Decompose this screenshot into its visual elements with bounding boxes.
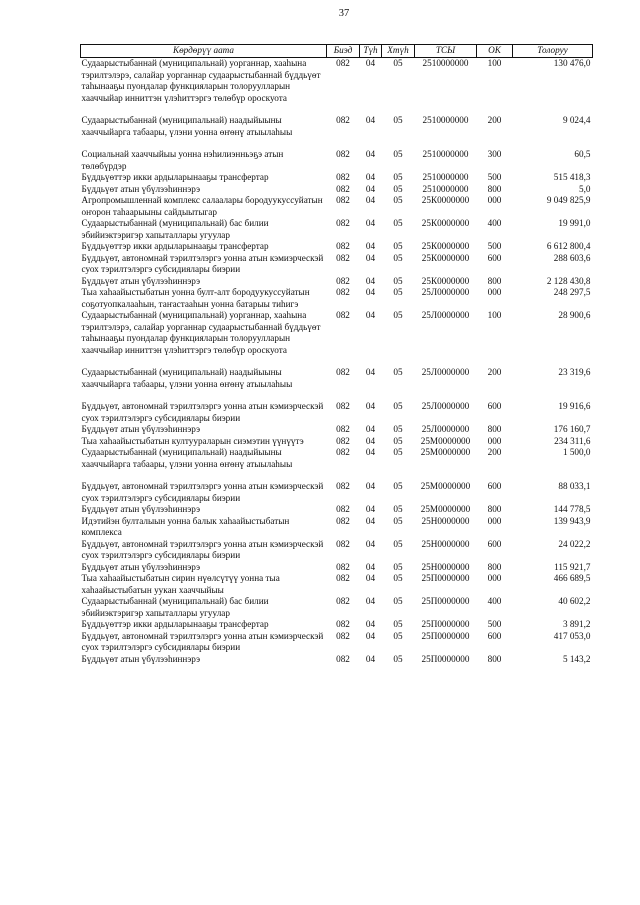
row-target-article: 25П0000000: [421, 573, 470, 583]
row-execution-sum: 144 778,5: [553, 504, 591, 514]
row-target-article: 25Н0000000: [421, 515, 470, 526]
row-name: Бүддьүөт атын үбүлээһиннэрэ: [81, 653, 201, 664]
row-target-article: 25Л0000000: [421, 401, 470, 411]
row-expense-type: 600: [487, 252, 502, 263]
row-expense-type: 000: [487, 515, 502, 526]
row-target-article: 25Н0000000: [421, 561, 470, 572]
row-subsection: 05: [393, 195, 403, 205]
row-section: 04: [365, 619, 376, 629]
row-subsection: 05: [393, 367, 403, 377]
row-section: 04: [365, 172, 376, 182]
header-ved: Биэд: [327, 45, 360, 58]
row-ved: 082: [336, 653, 350, 664]
row-expense-type: 000: [487, 435, 502, 446]
row-execution-sum: 23 319,6: [558, 367, 591, 377]
row-subsection: 05: [393, 596, 403, 606]
row-subsection: 05: [393, 538, 403, 549]
table-row: [81, 218, 593, 241]
row-section: 04: [365, 538, 376, 549]
row-expense-type: 800: [487, 653, 502, 664]
row-subsection: 05: [393, 115, 403, 125]
table-row: [81, 573, 593, 596]
row-section: 04: [365, 561, 376, 572]
row-expense-type: 000: [487, 287, 502, 297]
row-target-article: 25М0000000: [420, 447, 471, 457]
row-name: Бүддьүөт, автономнай тэрилтэлэргэ уонна атын кэмиэрческэй суох тэрилтэлэргэ субсидиялары биэрии: [81, 252, 324, 274]
row-name: Судаарыстыбаннай (муниципальнай) наадыйыыны хааччыйарга табаары, үлэни уонна өҥөнү атыылаһыы: [81, 447, 293, 469]
row-execution-sum: 88 033,1: [558, 481, 591, 491]
row-subsection: 05: [393, 573, 403, 583]
row-expense-type: 600: [487, 630, 502, 641]
row-section: 04: [365, 504, 376, 514]
row-name: Бүддьүөттэр икки ардыларынааҕы трансфертар: [81, 172, 269, 182]
table-header-row: [81, 45, 593, 58]
row-name: Агропромышленнай комплекс салаалары бородуукуссуйатын оҥорон таһаарыыны сайдыытыгар: [81, 195, 323, 217]
row-subsection: 05: [393, 241, 403, 251]
row-expense-type: 100: [487, 58, 502, 68]
row-subsection: 05: [393, 252, 403, 263]
row-execution-sum: 115 921,7: [554, 561, 591, 572]
row-execution-sum: 248 297,5: [553, 287, 591, 297]
row-name: Тыа хаһаайыстыбатын култуураларын сиэмэтин үүнүүтэ: [81, 435, 304, 446]
row-name: Бүддьүөт, автономнай тэрилтэлэргэ уонна атын кэмиэрческэй суох тэрилтэлэргэ субсидиялары биэрии: [81, 538, 324, 560]
row-name: Судаарыстыбаннай (муниципальнай) уорганнар, хааһына тэрилтэлэрэ, салайар уорганнар судаарыстыбаннай бүддьүөт таһынааҕы пуондалар функцияларын толоруулларын хааччыйар инниттэн үлэһиттэргэ төлөбүр ороскуота: [81, 58, 321, 103]
row-section: 04: [365, 183, 376, 194]
row-expense-type: 300: [487, 149, 502, 159]
row-name: Бүддьүөттэр икки ардыларынааҕы трансфертар: [81, 241, 269, 251]
table-row: [81, 481, 593, 504]
row-execution-sum: 6 612 800,4: [546, 241, 591, 251]
row-execution-sum: 130 476,0: [553, 58, 591, 68]
row-section: 04: [365, 252, 376, 263]
row-target-article: 25Л0000000: [421, 424, 470, 434]
row-name: Бүддьүөт, автономнай тэрилтэлэргэ уонна атын кэмиэрческэй суох тэрилтэлэргэ субсидиялары биэрии: [81, 481, 324, 503]
row-target-article: 25К0000000: [421, 195, 470, 205]
row-target-article: 2510000000: [422, 149, 469, 159]
row-ved: 082: [336, 275, 350, 286]
row-ved: 082: [336, 195, 350, 205]
row-section: 04: [365, 218, 376, 228]
row-execution-sum: 5,0: [579, 183, 591, 194]
row-section: 04: [365, 573, 376, 583]
table-row: [81, 596, 593, 619]
row-execution-sum: 24 022,2: [558, 538, 591, 549]
row-target-article: 2510000000: [422, 115, 469, 125]
row-ved: 082: [336, 596, 350, 606]
table-row: [81, 276, 593, 288]
row-expense-type: 600: [487, 481, 502, 491]
row-subsection: 05: [393, 447, 403, 457]
page-number: 37: [338, 8, 350, 19]
row-section: 04: [365, 435, 376, 446]
row-target-article: 25П0000000: [421, 596, 470, 606]
table-row: [81, 195, 593, 218]
header-target-article: ТСЫ: [415, 45, 477, 58]
row-ved: 082: [336, 435, 350, 446]
table-row: [81, 172, 593, 184]
row-expense-type: 500: [487, 172, 502, 182]
row-target-article: 25К0000000: [421, 275, 470, 286]
row-section: 04: [365, 287, 376, 297]
row-name: Бүддьүөт атын үбүлээһиннэрэ: [81, 504, 201, 514]
table-row: [81, 539, 593, 562]
row-ved: 082: [336, 447, 350, 457]
table-row: [81, 115, 593, 149]
row-target-article: 25К0000000: [421, 252, 470, 263]
row-target-article: 25П0000000: [421, 619, 470, 629]
row-section: 04: [365, 195, 376, 205]
row-subsection: 05: [393, 561, 403, 572]
table-row: [81, 436, 593, 448]
row-expense-type: 800: [487, 275, 502, 286]
row-subsection: 05: [393, 310, 403, 320]
table-row: [81, 562, 593, 574]
row-name: Бүддьүөт атын үбүлээһиннэрэ: [81, 275, 201, 286]
row-target-article: 25Н0000000: [421, 538, 470, 549]
row-name: Судаарыстыбаннай (муниципальнай) бас билии эбийиэктэригэр хапыталлары угуулар: [81, 596, 269, 618]
row-subsection: 05: [393, 183, 403, 194]
row-name: Тыа хаһаайыстыбатын сирин нүөлсүтүү уонна тыа хаһаайыстыбатын уукан хааччыйыы: [81, 573, 280, 595]
row-name: Бүддьүөт атын үбүлээһиннэрэ: [81, 183, 201, 194]
table-row: [81, 516, 593, 539]
row-section: 04: [365, 58, 376, 68]
row-target-article: 25К0000000: [421, 218, 470, 228]
row-ved: 082: [336, 149, 350, 159]
row-target-article: 25П0000000: [421, 653, 470, 664]
row-ved: 082: [336, 58, 350, 68]
row-expense-type: 800: [487, 504, 502, 514]
row-name: Судаарыстыбаннай (муниципальнай) бас билии эбийиэктэригэр хапыталлары угуулар: [81, 218, 269, 240]
row-name: Бүддьүөт атын үбүлээһиннэрэ: [81, 424, 201, 434]
header-indicator-name: Көрдөрүү аата: [81, 45, 327, 58]
row-name: Бүддьүөт, автономнай тэрилтэлэргэ уонна атын кэмиэрческэй суох тэрилтэлэргэ субсидиялары биэрии: [81, 401, 324, 423]
row-section: 04: [365, 596, 376, 606]
row-execution-sum: 3 891,2: [562, 619, 591, 629]
row-expense-type: 200: [487, 115, 502, 125]
table-row: [81, 287, 593, 310]
row-ved: 082: [336, 481, 350, 491]
row-section: 04: [365, 367, 376, 377]
row-ved: 082: [336, 630, 350, 641]
row-subsection: 05: [393, 504, 403, 514]
table-row: [81, 447, 593, 481]
row-target-article: 25Л0000000: [421, 287, 470, 297]
row-ved: 082: [336, 401, 350, 411]
budget-table: [80, 44, 593, 665]
row-subsection: 05: [393, 149, 403, 159]
row-section: 04: [365, 424, 376, 434]
row-name: Судаарыстыбаннай (муниципальнай) уорганнар, хааһына тэрилтэлэрэ, салайар уорганнар судаарыстыбаннай бүддьүөт таһынааҕы пуондалар функцияларын толоруулларын хааччыйар инниттэн үлэһиттэргэ төлөбүр ороскуота: [81, 310, 321, 355]
row-subsection: 05: [393, 172, 403, 182]
header-execution: Толоруу: [513, 45, 593, 58]
row-subsection: 05: [393, 58, 403, 68]
row-ved: 082: [336, 183, 350, 194]
table-row: [81, 401, 593, 424]
row-section: 04: [365, 515, 376, 526]
row-target-article: 25П0000000: [421, 630, 470, 641]
row-execution-sum: 5 143,2: [562, 653, 591, 664]
row-expense-type: 500: [487, 619, 502, 629]
row-subsection: 05: [393, 630, 403, 641]
row-execution-sum: 9 024,4: [562, 115, 591, 125]
table-row: [81, 253, 593, 276]
row-target-article: 25М0000000: [420, 481, 471, 491]
row-subsection: 05: [393, 481, 403, 491]
row-ved: 082: [336, 515, 350, 526]
row-expense-type: 000: [487, 573, 502, 583]
row-section: 04: [365, 481, 376, 491]
row-expense-type: 100: [487, 310, 502, 320]
row-expense-type: 800: [487, 561, 502, 572]
row-ved: 082: [336, 172, 350, 182]
row-ved: 082: [336, 619, 350, 629]
row-section: 04: [365, 241, 376, 251]
row-subsection: 05: [393, 275, 403, 286]
row-target-article: 25К0000000: [421, 241, 470, 251]
row-expense-type: 200: [487, 447, 502, 457]
row-expense-type: 500: [487, 241, 502, 251]
row-ved: 082: [336, 573, 350, 583]
row-expense-type: 600: [487, 538, 502, 549]
row-ved: 082: [336, 367, 350, 377]
row-name: Бүддьүөт атын үбүлээһиннэрэ: [81, 561, 201, 572]
row-target-article: 25М0000000: [420, 435, 471, 446]
row-expense-type: 800: [487, 424, 502, 434]
row-target-article: 25М0000000: [420, 504, 471, 514]
row-expense-type: 400: [487, 218, 502, 228]
row-ved: 082: [336, 252, 350, 263]
row-section: 04: [365, 115, 376, 125]
row-expense-type: 000: [487, 195, 502, 205]
row-target-article: 2510000000: [422, 183, 469, 194]
row-name: Судаарыстыбаннай (муниципальнай) наадыйыыны хааччыйарга табаары, үлэни уонна өҥөнү атыылаһыы: [81, 115, 293, 137]
row-ved: 082: [336, 504, 350, 514]
row-target-article: 2510000000: [422, 58, 469, 68]
row-target-article: 25Л0000000: [421, 310, 470, 320]
row-name: Идэтийэн булталыын уонна балык хаһаайыстыбатын комплекса: [81, 515, 290, 537]
row-ved: 082: [336, 287, 350, 297]
row-target-article: 25Л0000000: [421, 367, 470, 377]
row-execution-sum: 288 603,6: [553, 252, 591, 263]
table-row: [81, 631, 593, 654]
table-row: [81, 241, 593, 253]
row-name: Тыа хаһаайыстыбатын уонна булт-алт бородуукуссуйатын соҕотуопкалааһын, таҥастааһын уонна батарыы тиһигэ: [81, 287, 310, 309]
row-execution-sum: 60,5: [574, 149, 591, 159]
row-subsection: 05: [393, 619, 403, 629]
header-expense-type: ОК: [477, 45, 513, 58]
row-name: Судаарыстыбаннай (муниципальнай) наадыйыыны хааччыйарга табаары, үлэни уонна өҥөнү атыылаһыы: [81, 367, 293, 389]
header-section: Түһ: [360, 45, 382, 58]
row-subsection: 05: [393, 401, 403, 411]
table-row: [81, 367, 593, 401]
row-section: 04: [365, 653, 376, 664]
table-row: [81, 310, 593, 367]
row-execution-sum: 1 500,0: [562, 447, 591, 457]
row-execution-sum: 19 916,6: [558, 401, 591, 411]
row-subsection: 05: [393, 515, 403, 526]
row-ved: 082: [336, 310, 350, 320]
row-execution-sum: 9 049 825,9: [546, 195, 591, 205]
row-execution-sum: 466 689,5: [553, 573, 591, 583]
row-subsection: 05: [393, 424, 403, 434]
row-ved: 082: [336, 538, 350, 549]
table-row: [81, 654, 593, 666]
row-execution-sum: 176 160,7: [553, 424, 591, 434]
row-execution-sum: 515 418,3: [553, 172, 591, 182]
row-expense-type: 800: [487, 183, 502, 194]
row-subsection: 05: [393, 218, 403, 228]
table-row: [81, 504, 593, 516]
row-section: 04: [365, 275, 376, 286]
row-execution-sum: 40 602,2: [558, 596, 591, 606]
header-subsection: Хтүһ: [382, 45, 415, 58]
row-expense-type: 600: [487, 401, 502, 411]
row-execution-sum: 234 311,6: [554, 435, 591, 446]
row-expense-type: 200: [487, 367, 502, 377]
row-execution-sum: 139 943,9: [553, 515, 591, 526]
row-expense-type: 400: [487, 596, 502, 606]
table-row: [81, 184, 593, 196]
table-row: [81, 619, 593, 631]
row-execution-sum: 19 991,0: [558, 218, 591, 228]
row-ved: 082: [336, 561, 350, 572]
row-target-article: 2510000000: [422, 172, 469, 182]
row-name: Социальнай хааччыйыы уонна нэһилиэнньэҕэ атын төлөбүрдэр: [81, 149, 284, 171]
row-ved: 082: [336, 241, 350, 251]
row-ved: 082: [336, 218, 350, 228]
row-name: Бүддьүөттэр икки ардыларынааҕы трансфертар: [81, 619, 269, 629]
row-section: 04: [365, 401, 376, 411]
row-section: 04: [365, 310, 376, 320]
row-execution-sum: 28 900,6: [558, 310, 591, 320]
row-execution-sum: 2 128 430,8: [546, 275, 591, 286]
row-subsection: 05: [393, 287, 403, 297]
row-ved: 082: [336, 115, 350, 125]
row-section: 04: [365, 630, 376, 641]
row-execution-sum: 417 053,0: [553, 630, 591, 641]
row-name: Бүддьүөт, автономнай тэрилтэлэргэ уонна атын кэмиэрческэй суох тэрилтэлэргэ субсидиялары биэрии: [81, 630, 324, 652]
table-row: [81, 149, 593, 172]
row-section: 04: [365, 447, 376, 457]
row-section: 04: [365, 149, 376, 159]
row-ved: 082: [336, 424, 350, 434]
row-subsection: 05: [393, 435, 403, 446]
table-row: [81, 58, 593, 116]
table-row: [81, 424, 593, 436]
row-subsection: 05: [393, 653, 403, 664]
